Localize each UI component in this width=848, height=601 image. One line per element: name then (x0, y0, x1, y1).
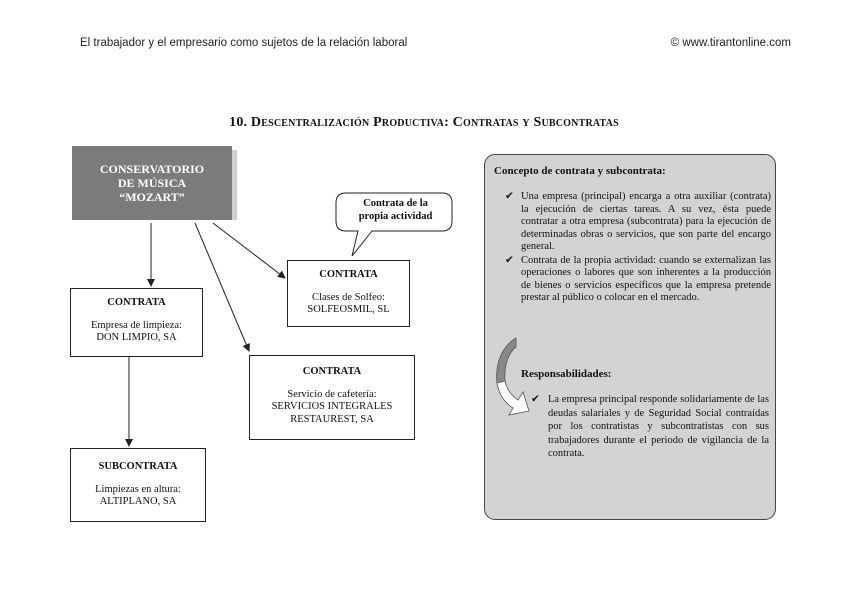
conservatorio-line3: “MOZART” (119, 190, 185, 204)
page-title: 10. Descentralización Productiva: Contratas y Subcontratas (229, 115, 619, 130)
box-line: SERVICIOS INTEGRALES (271, 401, 393, 412)
conservatorio-box (72, 146, 232, 220)
check-icon: ✔ (505, 191, 514, 202)
arrow-to-contrata-cafeteria (195, 223, 249, 351)
conservatorio-line2: DE MÚSICA (117, 176, 187, 190)
box-line: SOLFEOSMIL, SL (307, 304, 390, 315)
list-item-text: Contrata de la propia actividad: cuando se externalizan las operaciones o labores que son inherentes a la producción de bienes o servicios específicos que la empresa pretende prestar al público o colocar en el mercado. (521, 254, 771, 303)
contrata-limpieza-box (70, 288, 203, 357)
running-header-left: El trabajador y el empresario como sujetos de la relación laboral (80, 37, 408, 49)
conservatorio-line1: CONSERVATORIO (99, 162, 205, 176)
arrow-to-contrata-solfeo (213, 223, 285, 278)
concept-panel (484, 154, 776, 520)
panel-title: Concepto de contrata y subcontrata: (494, 165, 666, 177)
bubble-text (343, 198, 448, 223)
box-line: RESTAUREST, SA (290, 413, 374, 425)
responsibilities-list (529, 393, 769, 461)
curved-arrow-icon (485, 155, 777, 521)
box-line: DON LIMPIO, SA (96, 332, 177, 343)
box-line: Clases de Solfeo: (312, 291, 385, 303)
box-line: Limpiezas en altura: (95, 483, 181, 495)
list-item-text: La empresa principal responde solidariamente de las deudas salariales y de Seguridad Social contraídas por los contratistas y subcontratistas con sus trabajadores durante el periodo de vigilancia de la contrata. (548, 394, 769, 459)
box-line: Empresa de limpieza: (91, 319, 182, 331)
bubble-line2: propia actividad (358, 210, 433, 222)
list-item (529, 393, 769, 461)
box-title: CONTRATA (107, 297, 166, 308)
check-icon: ✔ (505, 254, 514, 266)
subcontrata-box (70, 448, 206, 522)
contrata-solfeo-box (287, 260, 410, 327)
contrata-cafeteria-box (249, 355, 415, 440)
running-header-right: © www.tirantonline.com (670, 37, 791, 49)
responsibilities-title: Responsabilidades: (521, 368, 612, 380)
box-title: CONTRATA (319, 269, 378, 280)
bubble-line1: Contrata de la (363, 198, 428, 209)
list-item-text: Una empresa (principal) encarga a otra auxiliar (contrata) la ejecución de ciertas tareas. A su vez, ésta puede contratar a otra empresa (subcontrata) para la ejecución de determinadas obras o servicios, que son parte del encargo general. (521, 191, 771, 252)
box-title: SUBCONTRATA (98, 461, 178, 472)
box-line: Servicio de cafetería: (287, 388, 377, 400)
box-title: CONTRATA (302, 366, 362, 377)
box-line: ALTIPLANO, SA (99, 496, 177, 507)
check-icon: ✔ (531, 394, 540, 405)
